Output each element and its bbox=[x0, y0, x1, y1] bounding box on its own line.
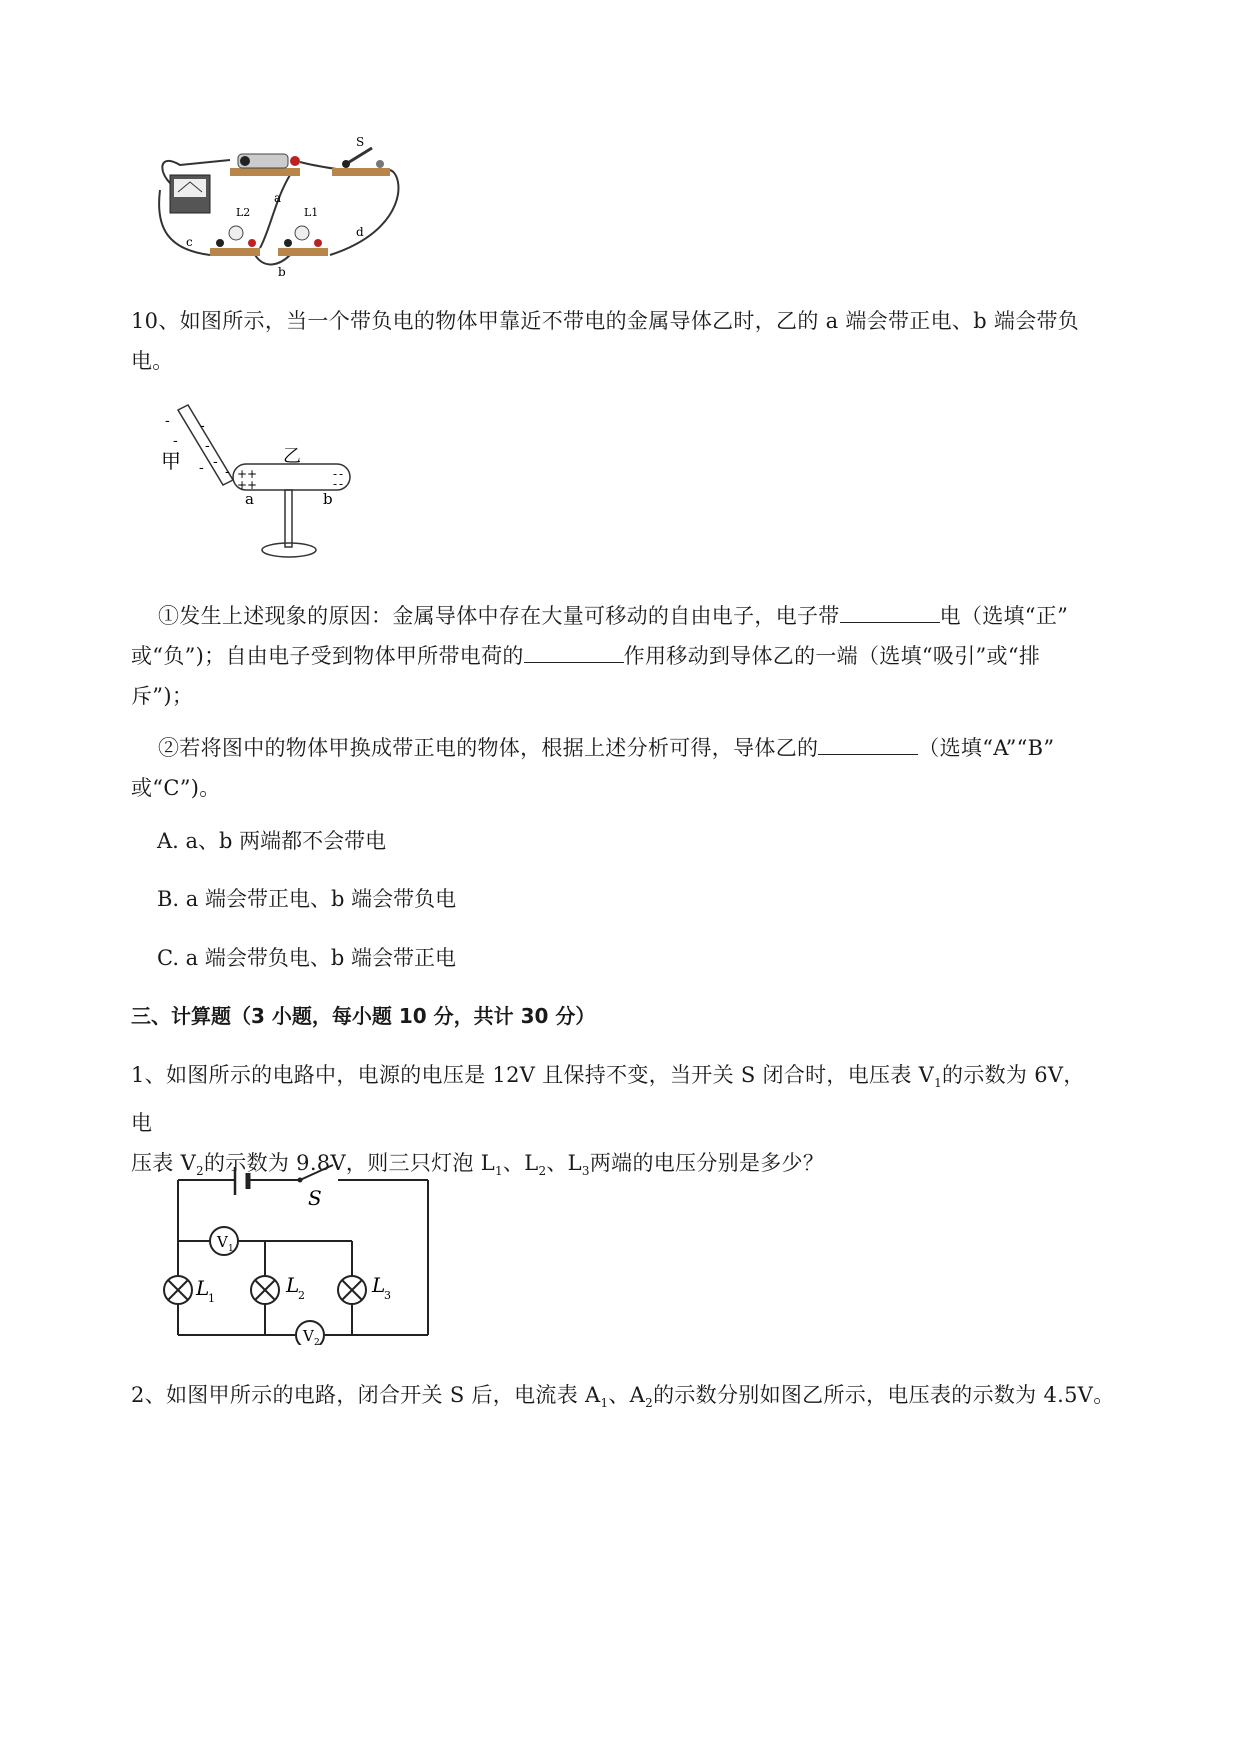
subquestion-2: ②若将图中的物体甲换成带正电的物体，根据上述分析可得，导体乙的 （选填“A”“B” 或“C”)。 bbox=[131, 728, 1081, 808]
bulb-l2-label: L2 bbox=[236, 206, 251, 219]
svg-text:-: - bbox=[173, 433, 178, 449]
series-circuit-schematic bbox=[150, 1155, 445, 1345]
electrostatic-induction-figure bbox=[155, 400, 365, 570]
svg-text:+: + bbox=[237, 467, 248, 481]
svg-text:1: 1 bbox=[228, 1244, 234, 1254]
end-a-label: a bbox=[245, 490, 254, 508]
svg-text:-: - bbox=[200, 418, 205, 434]
lamp-l3-label: L bbox=[372, 1273, 386, 1297]
svg-text:2: 2 bbox=[314, 1338, 320, 1345]
svg-text:-: - bbox=[339, 467, 344, 481]
svg-text:-: - bbox=[339, 477, 344, 491]
section-3-heading: 三、计算题（3 小题，每小题 10 分，共计 30 分） bbox=[131, 1004, 596, 1028]
svg-text:-: - bbox=[205, 438, 210, 454]
question-10-line1: 10、如图所示，当一个带负电的物体甲靠近不带电的金属导体乙时，乙的 a 端会带正电、b 端会带负 bbox=[131, 309, 1080, 333]
bulb-l1-label: L1 bbox=[304, 206, 319, 219]
option-c[interactable]: C. a 端会带负电、b 端会带正电 bbox=[157, 946, 456, 970]
svg-text:-: - bbox=[165, 413, 170, 429]
svg-text:-: - bbox=[213, 454, 218, 470]
svg-text:+: + bbox=[237, 478, 248, 492]
svg-text:1: 1 bbox=[208, 1292, 215, 1305]
answer-blank-1[interactable] bbox=[840, 600, 940, 623]
end-b-label: b bbox=[323, 490, 333, 508]
subquestion-1: ①发生上述现象的原因：金属导体中存在大量可移动的自由电子，电子带 电（选填“正” 或“负”)；自由电子受到物体甲所带电荷的 作用移动到导体乙的一端（选填“吸引”或“排 斥”)； bbox=[131, 596, 1081, 716]
switch-label: S bbox=[356, 135, 365, 149]
voltmeter-v2-label: V bbox=[303, 1327, 314, 1345]
svg-text:-: - bbox=[225, 464, 230, 480]
question-10-text bbox=[131, 301, 1081, 381]
option-a[interactable]: A. a、b 两端都不会带电 bbox=[157, 829, 387, 853]
voltmeter-v1-label: V bbox=[217, 1233, 228, 1251]
conductor-yi-label: 乙 bbox=[283, 446, 301, 467]
answer-blank-3[interactable] bbox=[818, 732, 918, 755]
svg-text:+: + bbox=[247, 478, 258, 492]
svg-text:+: + bbox=[247, 467, 258, 481]
question-10-line2: 电。 bbox=[131, 349, 174, 373]
answer-blank-2[interactable] bbox=[524, 640, 624, 663]
option-b[interactable]: B. a 端会带正电、b 端会带负电 bbox=[157, 887, 457, 911]
svg-text:-: - bbox=[333, 467, 338, 481]
svg-text:-: - bbox=[199, 460, 204, 476]
wire-d-label: d bbox=[356, 225, 364, 239]
calc-question-2: 2、如图甲所示的电路，闭合开关 S 后，电流表 $A_1$、$A_2$的示数分别如图乙所示，电压表的示数为 4.5V。 bbox=[131, 1383, 1115, 1411]
lamp-l1-label: L bbox=[196, 1276, 210, 1300]
svg-text:2: 2 bbox=[298, 1289, 305, 1302]
lamp-l2-label: L bbox=[286, 1273, 300, 1297]
svg-text:-: - bbox=[333, 477, 338, 491]
switch-s-label: S bbox=[308, 1186, 322, 1210]
object-jia-label: 甲 bbox=[161, 449, 181, 473]
wire-c-label: c bbox=[186, 235, 193, 249]
svg-text:3: 3 bbox=[384, 1289, 391, 1302]
circuit-photo-figure bbox=[150, 130, 410, 280]
calc-question-1: 1、如图所示的电路中，电源的电压是 12V 且保持不变，当开关 S 闭合时，电压表 $V_1$的示数为 6V，电 压表 $V_2$的示数为 9.8V，则三只灯泡 $L_1$、$L_2$、$L_3$两端的电压分别是多少？ bbox=[131, 1063, 1085, 1179]
wire-a-label: a bbox=[274, 191, 282, 205]
wire-b-label: b bbox=[278, 265, 286, 279]
